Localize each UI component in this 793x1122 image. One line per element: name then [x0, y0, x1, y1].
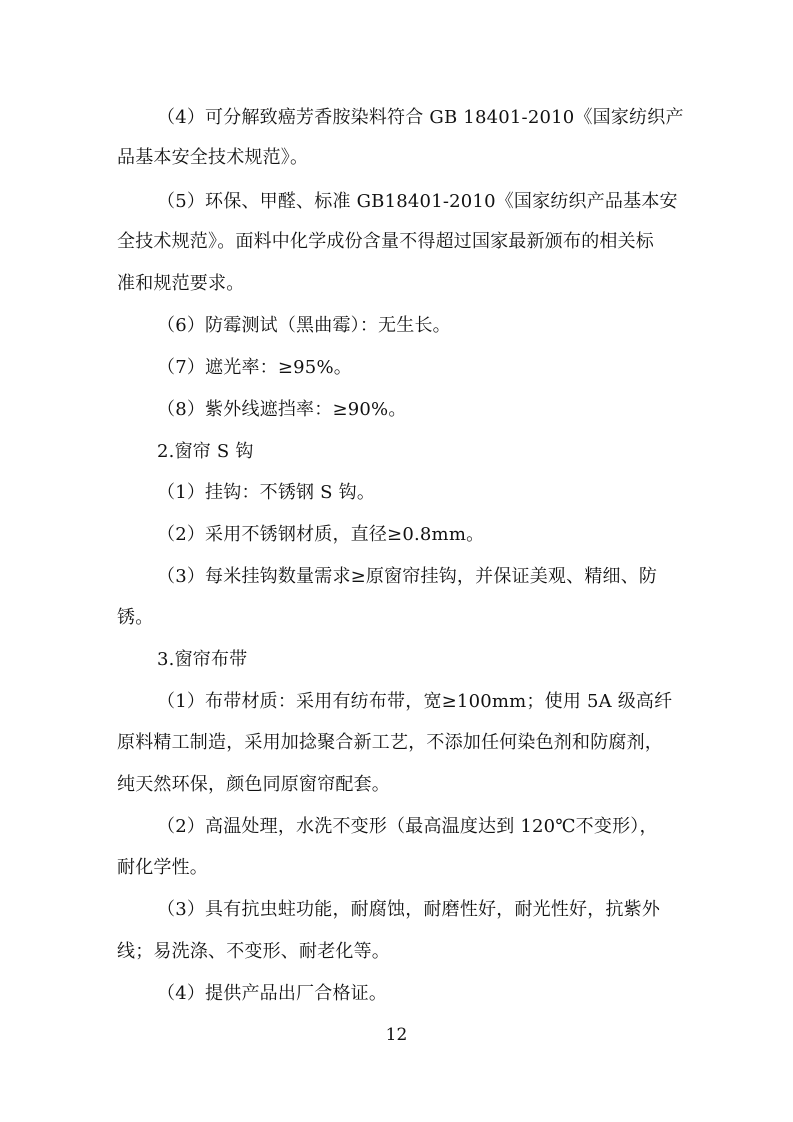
text-line: （2）高温处理，水洗不变形（最高温度达到 120℃不变形），: [157, 816, 658, 837]
text-line: 线；易洗涤、不变形、耐老化等。: [117, 941, 390, 962]
text-line: （3）具有抗虫蛀功能，耐腐蚀，耐磨性好，耐光性好，抗紫外: [157, 899, 661, 920]
text-line: 品基本安全技术规范》。: [117, 147, 309, 168]
text-line: （1）布带材质：采用有纺布带，宽≥100mm；使用 5A 级高纤: [157, 691, 673, 712]
text-line: 锈。: [117, 607, 154, 628]
text-line: 准和规范要求。: [117, 273, 245, 294]
text-line: 原料精工制造，采用加捻聚合新工艺，不添加任何染色剂和防腐剂，: [117, 732, 663, 753]
section-heading: 2.窗帘 S 钩: [157, 441, 254, 462]
text-line: （4）提供产品出厂合格证。: [157, 983, 388, 1004]
text-line: （3）每米挂钩数量需求≥原窗帘挂钩，并保证美观、精细、防: [157, 566, 658, 587]
text-line: （5）环保、甲醛、标准 GB18401-2010《国家纺织产品基本安: [157, 191, 678, 212]
text-line: （6）防霉测试（黑曲霉）：无生长。: [157, 315, 451, 336]
text-line: （4）可分解致癌芳香胺染料符合 GB 18401-2010《国家纺织产: [157, 107, 684, 128]
text-line: 纯天然环保，颜色同原窗帘配套。: [117, 774, 390, 795]
text-line: 耐化学性。: [117, 857, 208, 878]
section-heading: 3.窗帘布带: [157, 649, 248, 670]
text-line: （1）挂钩：不锈钢 S 钩。: [157, 482, 376, 503]
text-line: （8）紫外线遮挡率：≥90%。: [157, 399, 407, 420]
page-number: 12: [385, 1025, 408, 1045]
text-line: 全技术规范》。面料中化学成份含量不得超过国家最新颁布的相关标: [117, 231, 654, 252]
text-line: （2）采用不锈钢材质，直径≥0.8mm。: [157, 524, 485, 545]
text-line: （7）遮光率：≥95%。: [157, 357, 352, 378]
